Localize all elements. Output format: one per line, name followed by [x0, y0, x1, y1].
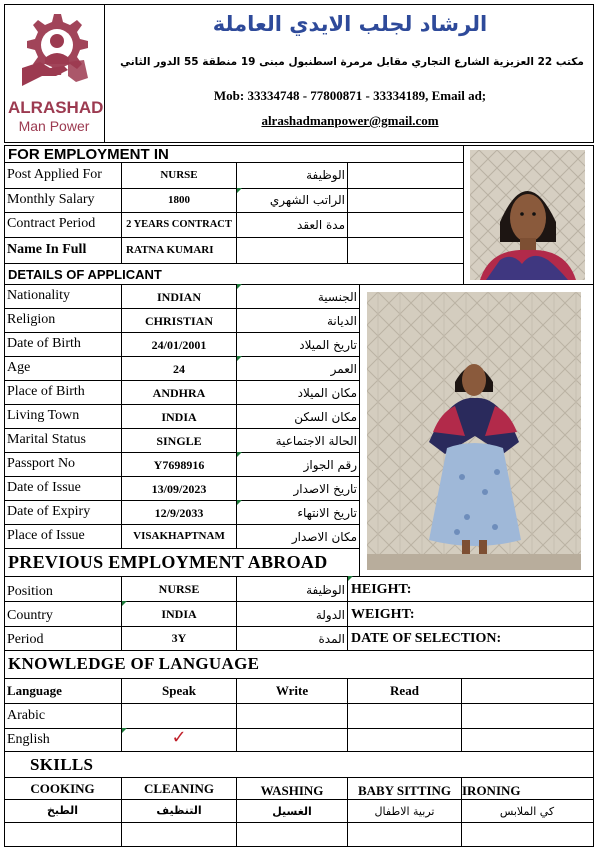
field-value[interactable]: VISAKHAPTNAM — [133, 530, 225, 542]
company-logo — [8, 10, 104, 138]
applicant-portrait-photo — [470, 150, 585, 280]
field-label: Date of Issue — [7, 480, 81, 495]
field-label: Country — [7, 608, 53, 623]
field-value[interactable]: SINGLE — [156, 434, 202, 448]
field-label: Period — [7, 632, 44, 647]
height-label: HEIGHT: — [351, 582, 412, 597]
column-header-language: Language — [7, 683, 62, 698]
skill-ironing: IRONING — [462, 783, 521, 798]
language-name: English — [7, 732, 50, 747]
field-label-arabic: الجنسية — [317, 290, 357, 304]
field-label: Marital Status — [7, 432, 86, 447]
field-label: Religion — [7, 312, 56, 327]
field-value[interactable]: 1800 — [168, 194, 190, 206]
field-label: Date of Birth — [7, 336, 81, 351]
field-value[interactable]: NURSE — [158, 582, 200, 596]
logo-text: ALRASHAD — [8, 98, 104, 117]
column-header-speak: Speak — [162, 683, 196, 698]
skill-ironing-arabic: كي الملابس — [499, 805, 555, 818]
field-label: Post Applied For — [7, 167, 102, 182]
checkmark-icon[interactable]: ✓ — [171, 727, 187, 748]
field-value[interactable]: CHRISTIAN — [144, 314, 213, 328]
field-label: Place of Issue — [7, 528, 85, 543]
field-label-arabic: الديانة — [326, 314, 357, 328]
field-label-arabic: العمر — [330, 362, 357, 376]
company-address: مكتب 22 العزيزية الشارع التجاري مقابل مرمرة اسطنبول مبنى 19 منطقة 55 الدور الثاني — [120, 56, 584, 68]
company-name-arabic: الرشاد لجلب الايدي العاملة — [212, 12, 488, 36]
weight-label: WEIGHT: — [351, 607, 415, 622]
field-label-arabic: الوظيفة — [306, 168, 345, 182]
field-label: Age — [7, 360, 31, 375]
skill-cleaning: CLEANING — [143, 781, 215, 796]
field-label-arabic: الوظيفة — [306, 583, 345, 597]
field-value[interactable]: 24/01/2001 — [151, 338, 207, 352]
column-header-write: Write — [275, 683, 309, 698]
applicant-full-photo — [367, 292, 581, 570]
field-value[interactable]: Y7698916 — [153, 458, 205, 472]
skill-cleaning-arabic: التنظيف — [156, 804, 202, 817]
field-label: Date of Expiry — [7, 504, 91, 519]
logo-subtext: Man Power — [18, 118, 90, 134]
company-mobile: Mob: 33334748 - 77800871 - 33334189, Email ad; — [213, 88, 487, 103]
field-label-arabic: مكان السكن — [294, 410, 357, 424]
field-label: Living Town — [7, 408, 80, 423]
skills-heading: SKILLS — [30, 755, 94, 774]
skill-cooking-arabic: الطبخ — [46, 804, 79, 817]
skill-washing-arabic: الغسيل — [272, 805, 312, 818]
applicant-heading: DETAILS OF APPLICANT — [8, 267, 162, 282]
field-label-arabic: تاريخ الميلاد — [299, 338, 357, 352]
field-value[interactable]: NURSE — [160, 169, 198, 181]
field-value[interactable]: 24 — [173, 362, 185, 376]
column-header-read: Read — [390, 683, 419, 698]
field-label-arabic: مدة العقد — [297, 218, 345, 232]
field-value[interactable]: 3Y — [171, 631, 187, 645]
field-value[interactable]: INDIAN — [156, 290, 201, 304]
field-value[interactable]: ANDHRA — [152, 386, 206, 400]
field-value[interactable]: RATNA KUMARI — [126, 244, 214, 256]
field-label: Position — [7, 584, 53, 599]
skill-baby-sitting: BABY SITTING — [357, 783, 452, 798]
field-value[interactable]: 13/09/2023 — [151, 482, 207, 496]
field-label-arabic: مكان الميلاد — [297, 386, 357, 400]
employment-heading: FOR EMPLOYMENT IN — [8, 146, 169, 163]
field-label: Nationality — [7, 288, 70, 303]
field-label-arabic: الحالة الاجتماعية — [275, 434, 357, 448]
language-heading: KNOWLEDGE OF LANGUAGE — [8, 654, 260, 673]
field-label: Name In Full — [7, 242, 87, 257]
field-value[interactable]: INDIA — [161, 607, 197, 621]
field-label: Contract Period — [7, 216, 96, 231]
handshake-gear-icon — [8, 10, 100, 98]
skill-cooking: COOKING — [30, 781, 95, 796]
company-email[interactable]: alrashadmanpower@gmail.com — [261, 113, 439, 128]
previous-employment-heading: PREVIOUS EMPLOYMENT ABROAD — [8, 552, 328, 572]
field-label-arabic: الراتب الشهري — [269, 193, 345, 207]
field-label: Place of Birth — [7, 384, 85, 399]
field-label: Monthly Salary — [7, 192, 95, 207]
field-label-arabic: تاريخ الانتهاء — [297, 506, 357, 520]
date-of-selection-label: DATE OF SELECTION: — [351, 631, 502, 646]
field-value[interactable]: 2 YEARS CONTRACT — [126, 219, 232, 230]
field-label-arabic: الدولة — [315, 608, 345, 622]
skill-washing: WASHING — [260, 783, 324, 798]
field-label-arabic: تاريخ الاصدار — [293, 482, 357, 496]
field-label-arabic: مكان الاصدار — [291, 530, 357, 544]
field-label-arabic: رقم الجواز — [303, 458, 357, 472]
field-label: Passport No — [7, 456, 76, 471]
field-label-arabic: المدة — [318, 632, 345, 646]
field-value[interactable]: 12/9/2033 — [154, 506, 204, 520]
field-value[interactable]: INDIA — [161, 410, 197, 424]
skill-baby-sitting-arabic: تربية الاطفال — [374, 805, 435, 818]
language-name: Arabic — [7, 708, 46, 723]
